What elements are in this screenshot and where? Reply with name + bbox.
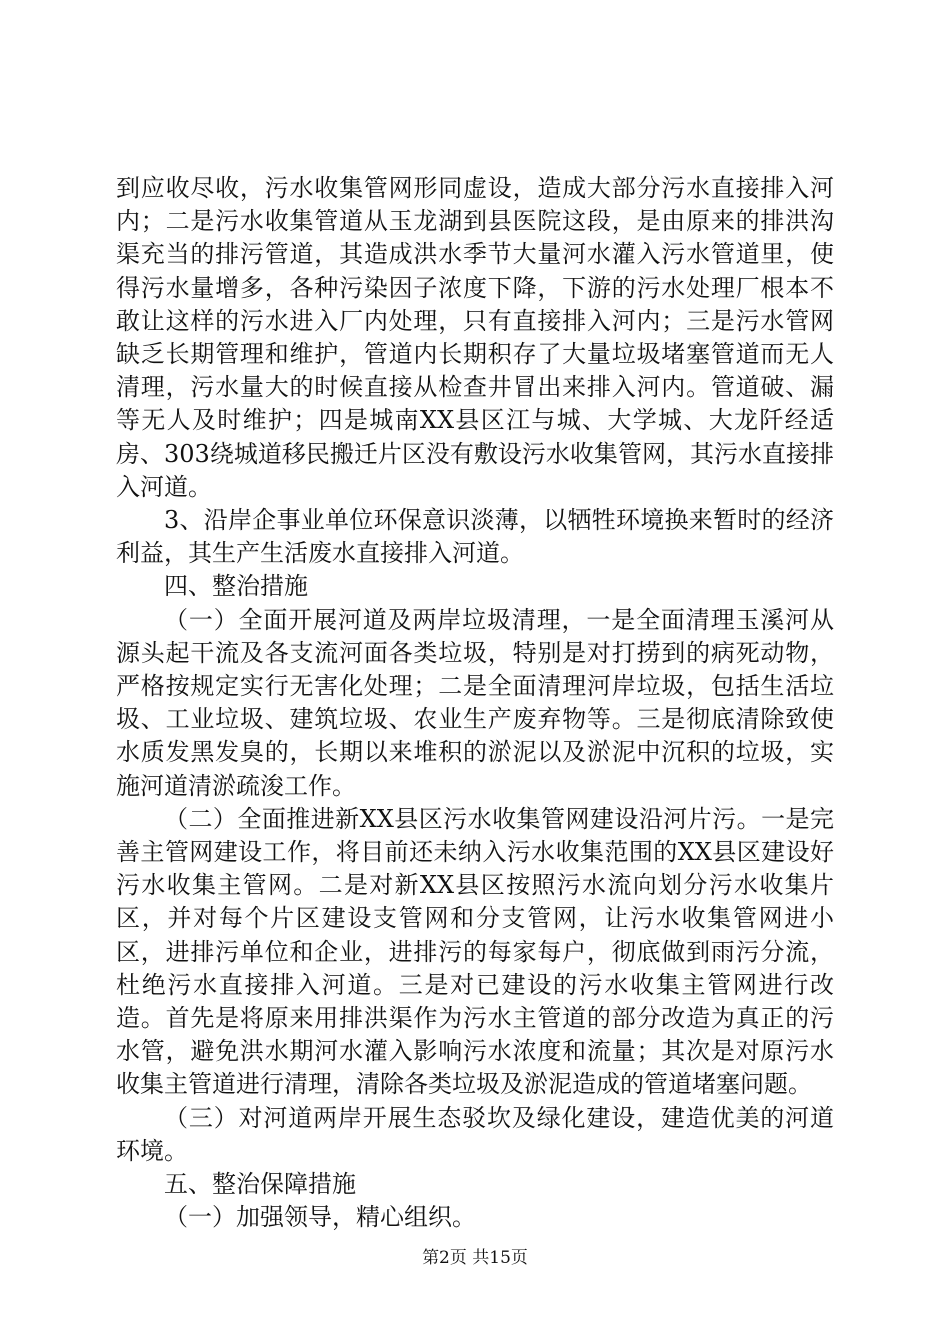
paragraph-safeguard-1: （一）加强领导，精心组织。	[164, 1203, 476, 1232]
paragraph-measure-3: （三）对河道两岸开展生态驳坎及绿化建设，建造优美的河道环境。	[116, 1103, 834, 1165]
paragraph-enterprise-awareness: 3、沿岸企事业单位环保意识淡薄，以牺牲环境换来暂时的经济利益，其生产生活废水直接排入河道。	[116, 506, 834, 568]
paragraph-measure-1: （一）全面开展河道及两岸垃圾清理，一是全面清理玉溪河从源头起干流及各支流河面各类垃圾，特别是对打捞到的病死动物，严格按规定实行无害化处理；二是全面清理河岸垃圾，包括生活垃圾、工业垃圾、建筑垃圾、农业生产废弃物等。三是彻底清除致使水质发黑发臭的，长期以来堆积的淤泥以及淤泥中沉积的垃圾，实施河道清淤疏浚工作。	[116, 605, 834, 800]
heading-remediation-measures: 四、整治措施	[164, 572, 308, 601]
paragraph-sewer-issues: 到应收尽收，污水收集管网形同虚设，造成大部分污水直接排入河内；二是污水收集管道从玉龙湖到县医院这段，是由原来的排洪沟渠充当的排污管道，其造成洪水季节大量河水灌入污水管道里，使得污水量增多，各种污染因子浓度下降，下游的污水处理厂根本不敢让这样的污水进入厂内处理，只有直接排入河内；三是污水管网缺乏长期管理和维护，管道内长期积存了大量垃圾堵塞管道而无人清理，污水量大的时候直接从检查井冒出来排入河内。管道破、漏等无人及时维护；四是城南XX县区江与城、大学城、大龙阡经适房、303绕城道移民搬迁片区没有敷设污水收集管网，其污水直接排入河道。	[116, 174, 834, 501]
page-number-footer: 第2页 共15页	[422, 1248, 528, 1268]
heading-safeguard-measures: 五、整治保障措施	[164, 1170, 356, 1199]
document-body	[116, 172, 834, 1235]
paragraph-measure-2: （二）全面推进新XX县区污水收集管网建设沿河片污。一是完善主管网建设工作，将目前还未纳入污水收集范围的XX县区建设好污水收集主管网。二是对新XX县区按照污水流向划分污水收集片区，并对每个片区建设支管网和分支管网，让污水收集管网进小区，进排污单位和企业，进排污的每家每户，彻底做到雨污分流，杜绝污水直接排入河道。三是对已建设的污水收集主管网进行改造。首先是将原来用排洪渠作为污水主管道的部分改造为真正的污水管，避免洪水期河水灌入影响污水浓度和流量；其次是对原污水收集主管道进行清理，清除各类垃圾及淤泥造成的管道堵塞问题。	[116, 804, 834, 1099]
